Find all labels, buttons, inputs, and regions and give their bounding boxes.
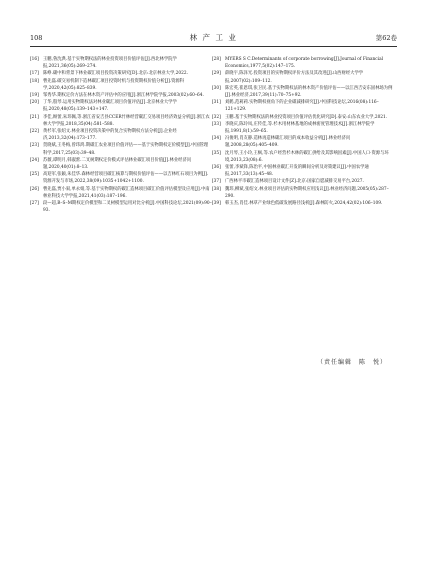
reference-item (212, 114, 394, 121)
reference-number: [23] (30, 143, 39, 149)
reference-text: 李佳,顾蕾,朱玮佩,等.浙江省安吉县CCER竹林经营碳汇交易项目经济效益分析[J].浙江农林大学学报,2018,35(04):581–588. (43, 114, 210, 127)
reference-item (30, 78, 212, 92)
reference-text: 李晓庆,陈玲凤,庄传佳,等.杉木用材林基地的成林密度管理技术[J].浙江林学院学报,1991,8(1):59–65. (225, 121, 375, 135)
reference-number: [35] (212, 150, 221, 156)
journal-title: 林 产 工 业 (189, 33, 238, 42)
reference-number: [30] (212, 85, 221, 91)
reference-item (30, 157, 212, 171)
reference-number: [17] (30, 71, 39, 77)
reference-text: 刘鹤,范莉莉.实物期权视角下的企业碳减排研究[J].中国科技论坛,2016(08):116–121+129. (225, 100, 379, 113)
reference-item (30, 128, 212, 142)
reference-number: [26] (30, 186, 39, 192)
reference-text: 陈峥.碳中和背景下林业碳汇项目投资决策研究[D].北京:北京林业大学,2022. (43, 71, 188, 77)
reference-number: [29] (212, 71, 221, 77)
reference-item (212, 164, 394, 178)
reference-number: [21] (30, 114, 39, 120)
reference-number: [27] (30, 201, 39, 207)
reference-item (212, 99, 394, 113)
page-header (30, 32, 397, 44)
reference-text: 黄杉军,张绍文.林业项目投资决策中的复合实物期权方法分析[J].企业经济,2013,32(04):173–177. (43, 129, 177, 142)
editor-note: （责任编辑 陈 悦） (316, 359, 387, 366)
reference-text: 邹秀华.期权定价方法在林木资产评估中的应用[J].浙江林学院学报,2003(02):60–64. (43, 93, 204, 99)
reference-number: [18] (30, 78, 39, 84)
reference-item (212, 121, 394, 135)
reference-text: MYERS S C.Determinants of corporate borrowing[J].Journal of Financial Economics,1977,5(02):147–175. (225, 57, 384, 70)
reference-item (212, 178, 394, 185)
references-left-column (30, 56, 212, 214)
reference-number: [32] (212, 114, 221, 120)
reference-item (30, 70, 212, 77)
reference-item (30, 200, 212, 214)
reference-text: 韩玉杰,肖佳.林草产业绿色低碳发展路径浅析[J].森林防火,2024,42(02):106–109. (225, 201, 383, 207)
reference-text: 苏薇,谭明月,韩淑蕾.二叉树期权定价模式评估林业碳汇项目价值[J].林业经济问题,2020,40(01):8–13. (43, 157, 192, 171)
reference-text: 沈月琴,王小玲,王枫,等.农户经营杉木林的碳汇供给及其影响因素[J].中国人口·资源与环境,2013,23(08):6. (225, 150, 389, 163)
reference-item (30, 186, 212, 200)
reference-item (30, 114, 212, 128)
reference-item (212, 85, 394, 99)
page-number: 108 (30, 34, 43, 42)
reference-number: [38] (212, 186, 221, 192)
reference-number: [28] (212, 57, 221, 62)
reference-text: 高迎军,张颖,朱佳华.森林经营项目碳汇核算与期权价值评估——以吉林红石项目为例[J].资源开发与市场,2022,38(09):1035+1042+1100. (43, 172, 209, 185)
reference-text: 丁华,殷琴.运用实物期权法对林业碳汇项目价值评估[J].北京林业大学学报,2020,48(05):139–143+147. (43, 100, 177, 113)
reference-text: 贺晓斌,王冬梅,曾玮鸿.期碳汇农业项目价值评估——基于实物期权定价模型[J].中国管理科学,2017,25(03):39–48. (43, 143, 209, 156)
reference-number: [37] (212, 179, 221, 185)
reference-text: 王鹏.基于实物期权法的林业投资项目价值评估优化研究[D].泰安:山东农业大学,2021. (225, 114, 388, 120)
reference-item (212, 150, 394, 164)
reference-number: [36] (212, 165, 221, 171)
reference-item (30, 92, 212, 99)
reference-text: 曹先磊,贾小叙,单永娟,等.基于实物期权的碳汇造林项目碳汇价值评估模型及应用[J].中南林业科技大学学报,2021,41(03):187–196. (43, 186, 210, 199)
reference-number: [16] (30, 57, 39, 62)
reference-text: 曹先磊.碳交易机制下造林碳汇项目投资时机与投资期权价值分析[J].资源科学,2020,42(05):825–839. (43, 78, 185, 91)
references-right-column (212, 56, 394, 207)
reference-number: [33] (212, 121, 221, 127)
reference-text: 广西林平市碳汇造林项目设计文件[Z].北京:国家自愿减排交易平台,2027. (225, 179, 364, 185)
reference-item (30, 56, 212, 70)
reference-number: [25] (30, 172, 39, 178)
reference-text: 薛晓宇,陈泽光.投资项目的实物期权评价方法及其改进[J].山西财经大学学报,2007(02):109–112. (225, 71, 364, 84)
header-rule (30, 46, 397, 47)
reference-item (212, 70, 394, 84)
reference-number: [19] (30, 93, 39, 99)
reference-text: 魏玮,柳斌,张绍文.林业项目评估的实物期权应用浅议[J].林业经济问题,2005(05):287–290. (225, 186, 389, 199)
reference-text: 冯俊明,肖友静.造林再造林碳汇项目的成本收益分析[J].林业经济问题,2008,28(05):405–409. (225, 136, 351, 149)
reference-text: 张蕾,李斌锋,陈治平,中国林业碳汇开发的瞬间分析及对策建议[J].中国农学通报,2017,33(13):45–48. (225, 165, 369, 178)
reference-item (30, 171, 212, 185)
reference-number: [39] (212, 201, 221, 207)
volume-label: 第62卷 (375, 34, 397, 42)
reference-number: [20] (30, 100, 39, 106)
reference-item (30, 142, 212, 156)
reference-item (212, 200, 394, 207)
reference-item (212, 186, 394, 200)
reference-number: [31] (212, 100, 221, 106)
reference-item (30, 99, 212, 113)
reference-text: 段—超,B–S–M期权定价模型和二叉树模型运用对比分析[J].中国科技论坛,2021(09):90–93. (43, 201, 212, 214)
reference-number: [22] (30, 129, 39, 135)
reference-number: [34] (212, 136, 221, 142)
reference-text: 王鹏,鲁沈典.基于实物期权法的林业投资项目价值评估[J].西北林学院学报,2021,36(05):269–274. (43, 57, 177, 70)
reference-item (212, 135, 394, 149)
reference-text: 陈宏英,崔恩琪,张卫民.基于实物期权法的林木资产价值评估——以江西吉安东固林场为例[J].林业经济,2017,39(11):70–75+92. (225, 85, 393, 99)
reference-number: [24] (30, 157, 39, 163)
reference-item (212, 56, 394, 70)
